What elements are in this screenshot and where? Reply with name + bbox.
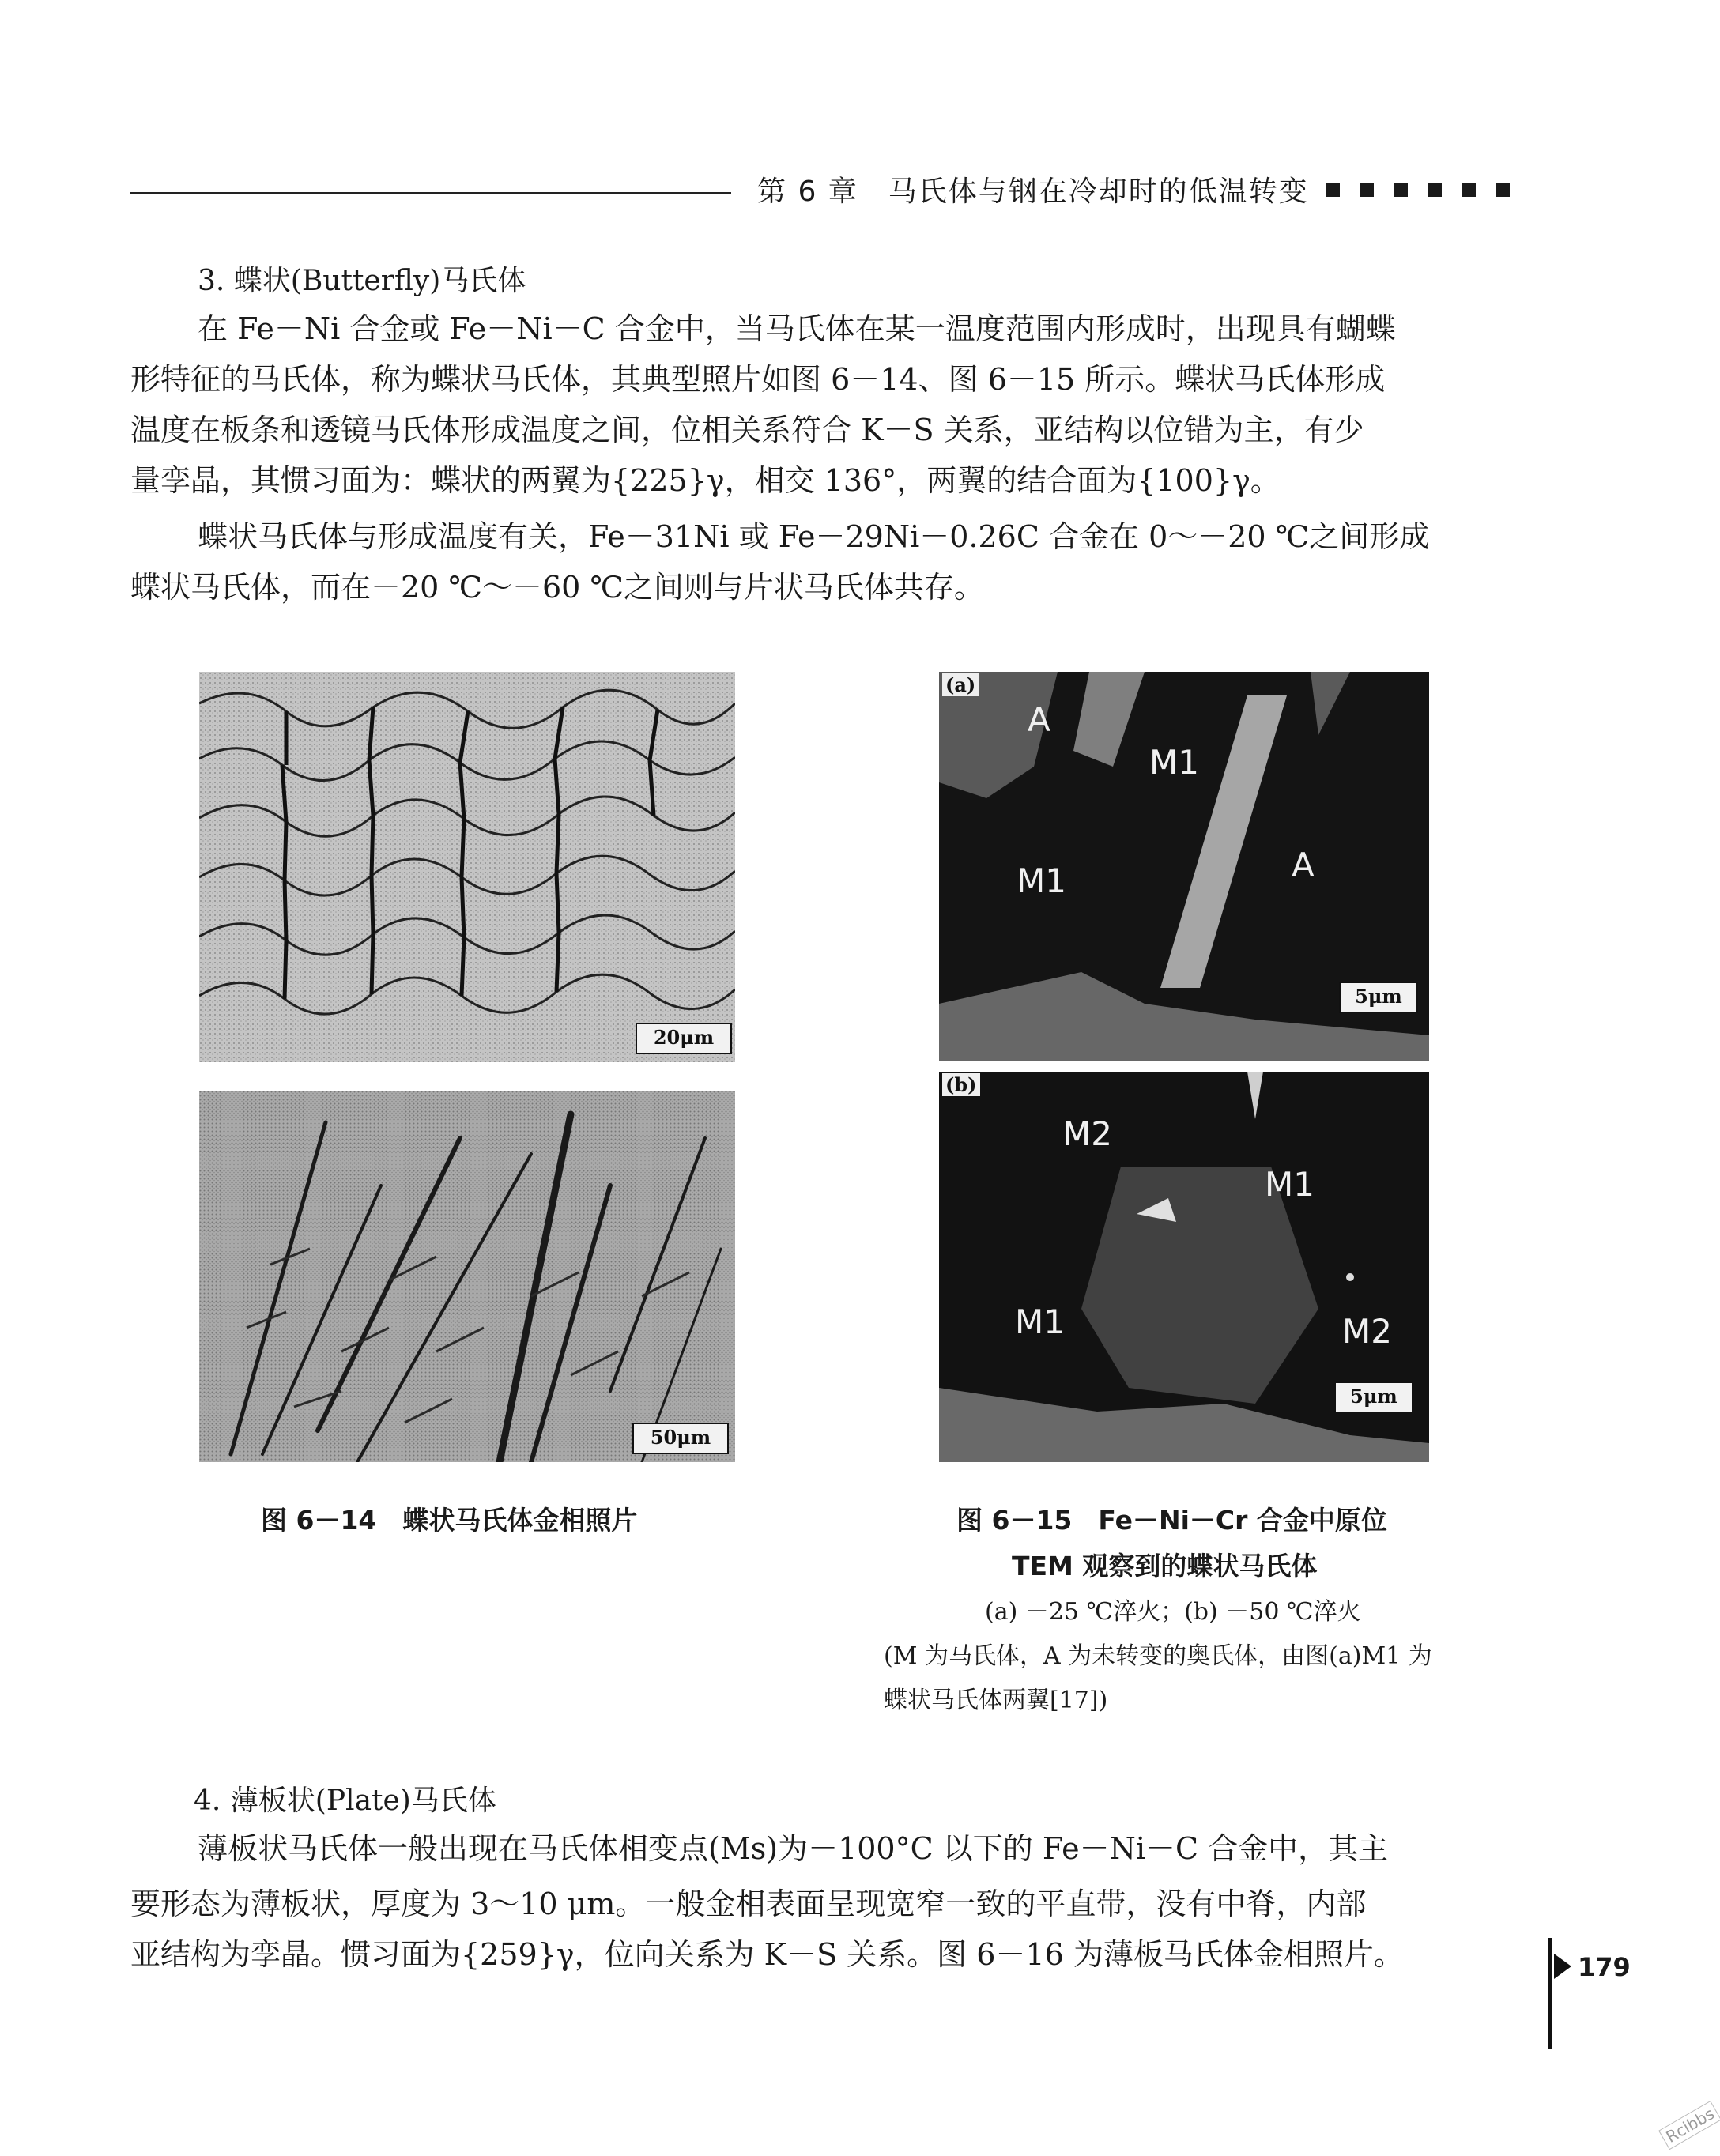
tem-label: M2 — [1062, 1114, 1112, 1153]
paragraph-line: 蝶状马氏体与形成温度有关，Fe－31Ni 或 Fe－29Ni－0.26C 合金在 0～－20 ℃之间形成 — [198, 519, 1430, 554]
tem-label: A — [1028, 700, 1050, 739]
figure-15-note: (M 为马氏体，A 为未转变的奥氏体，由图(a)M1 为 — [884, 1642, 1432, 1670]
micrograph-butterfly-top — [199, 672, 735, 1062]
micrograph-pattern — [199, 672, 735, 1062]
tem-label: M1 — [1149, 743, 1199, 782]
scale-bar: 5μm — [1339, 982, 1418, 1013]
chapter-title: 第 6 章 马氏体与钢在冷却时的低温转变 — [757, 175, 1309, 208]
scale-bar: 20μm — [636, 1023, 732, 1054]
micrograph-pattern — [199, 1091, 735, 1462]
paragraph-line: 蝶状马氏体，而在－20 ℃～－60 ℃之间则与片状马氏体共存。 — [130, 570, 984, 605]
figure-15-caption-line: 图 6－15 Fe－Ni－Cr 合金中原位 — [956, 1505, 1387, 1536]
paragraph-line: 亚结构为孪晶。惯习面为{259}γ，位向关系为 K－S 关系。图 6－16 为薄板马氏体金相照片。 — [130, 1937, 1404, 1972]
tem-label: A — [1292, 846, 1315, 884]
page-arrow-icon — [1554, 1954, 1571, 1979]
paragraph-line: 量孪晶，其惯习面为：蝶状的两翼为{225}γ，相交 136°，两翼的结合面为{100}γ。 — [130, 463, 1281, 498]
paragraph-line: 在 Fe－Ni 合金或 Fe－Ni－C 合金中，当马氏体在某一温度范围内形成时，出现具有蝴蝶 — [198, 311, 1396, 346]
tem-label: M1 — [1017, 861, 1066, 900]
tem-label: M1 — [1265, 1165, 1315, 1204]
section-4-heading: 4. 薄板状(Plate)马氏体 — [194, 1785, 496, 1817]
page-number: 179 — [1578, 1952, 1631, 1982]
paragraph-line: 薄板状马氏体一般出现在马氏体相变点(Ms)为－100°C 以下的 Fe－Ni－C 合金中，其主 — [198, 1831, 1389, 1866]
scale-bar: 5μm — [1334, 1381, 1413, 1413]
watermark: Rcibbs — [1658, 2101, 1720, 2150]
figure-14-caption: 图 6－14 蝶状马氏体金相照片 — [261, 1505, 638, 1536]
tem-label: M2 — [1342, 1312, 1392, 1351]
figure-15-caption-line: TEM 观察到的蝶状马氏体 — [1012, 1551, 1318, 1581]
figure-15-note: 蝶状马氏体两翼[17]) — [884, 1687, 1108, 1714]
header-decoration — [1326, 183, 1510, 197]
tem-panel-b — [939, 1072, 1429, 1462]
micrograph-butterfly-bottom — [199, 1091, 735, 1462]
header-rule — [130, 192, 731, 194]
tem-label: M1 — [1015, 1302, 1065, 1341]
panel-tag: (a) — [942, 673, 979, 696]
paragraph-line: 温度在板条和透镜马氏体形成温度之间，位相关系符合 K－S 关系，亚结构以位错为主，有少 — [130, 413, 1364, 447]
section-3-heading: 3. 蝶状(Butterfly)马氏体 — [198, 265, 526, 297]
scale-bar: 50μm — [632, 1423, 729, 1454]
figure-15-note: (a) －25 ℃淬火；(b) －50 ℃淬火 — [985, 1598, 1361, 1626]
paragraph-line: 形特征的马氏体，称为蝶状马氏体，其典型照片如图 6－14、图 6－15 所示。蝶状马氏体形成 — [130, 362, 1386, 397]
panel-tag: (b) — [942, 1073, 980, 1096]
tem-panel-a — [939, 672, 1429, 1061]
page-number-bar — [1548, 1938, 1552, 2049]
paragraph-line: 要形态为薄板状，厚度为 3～10 μm。一般金相表面呈现宽窄一致的平直带，没有中脊，内部 — [130, 1886, 1367, 1921]
